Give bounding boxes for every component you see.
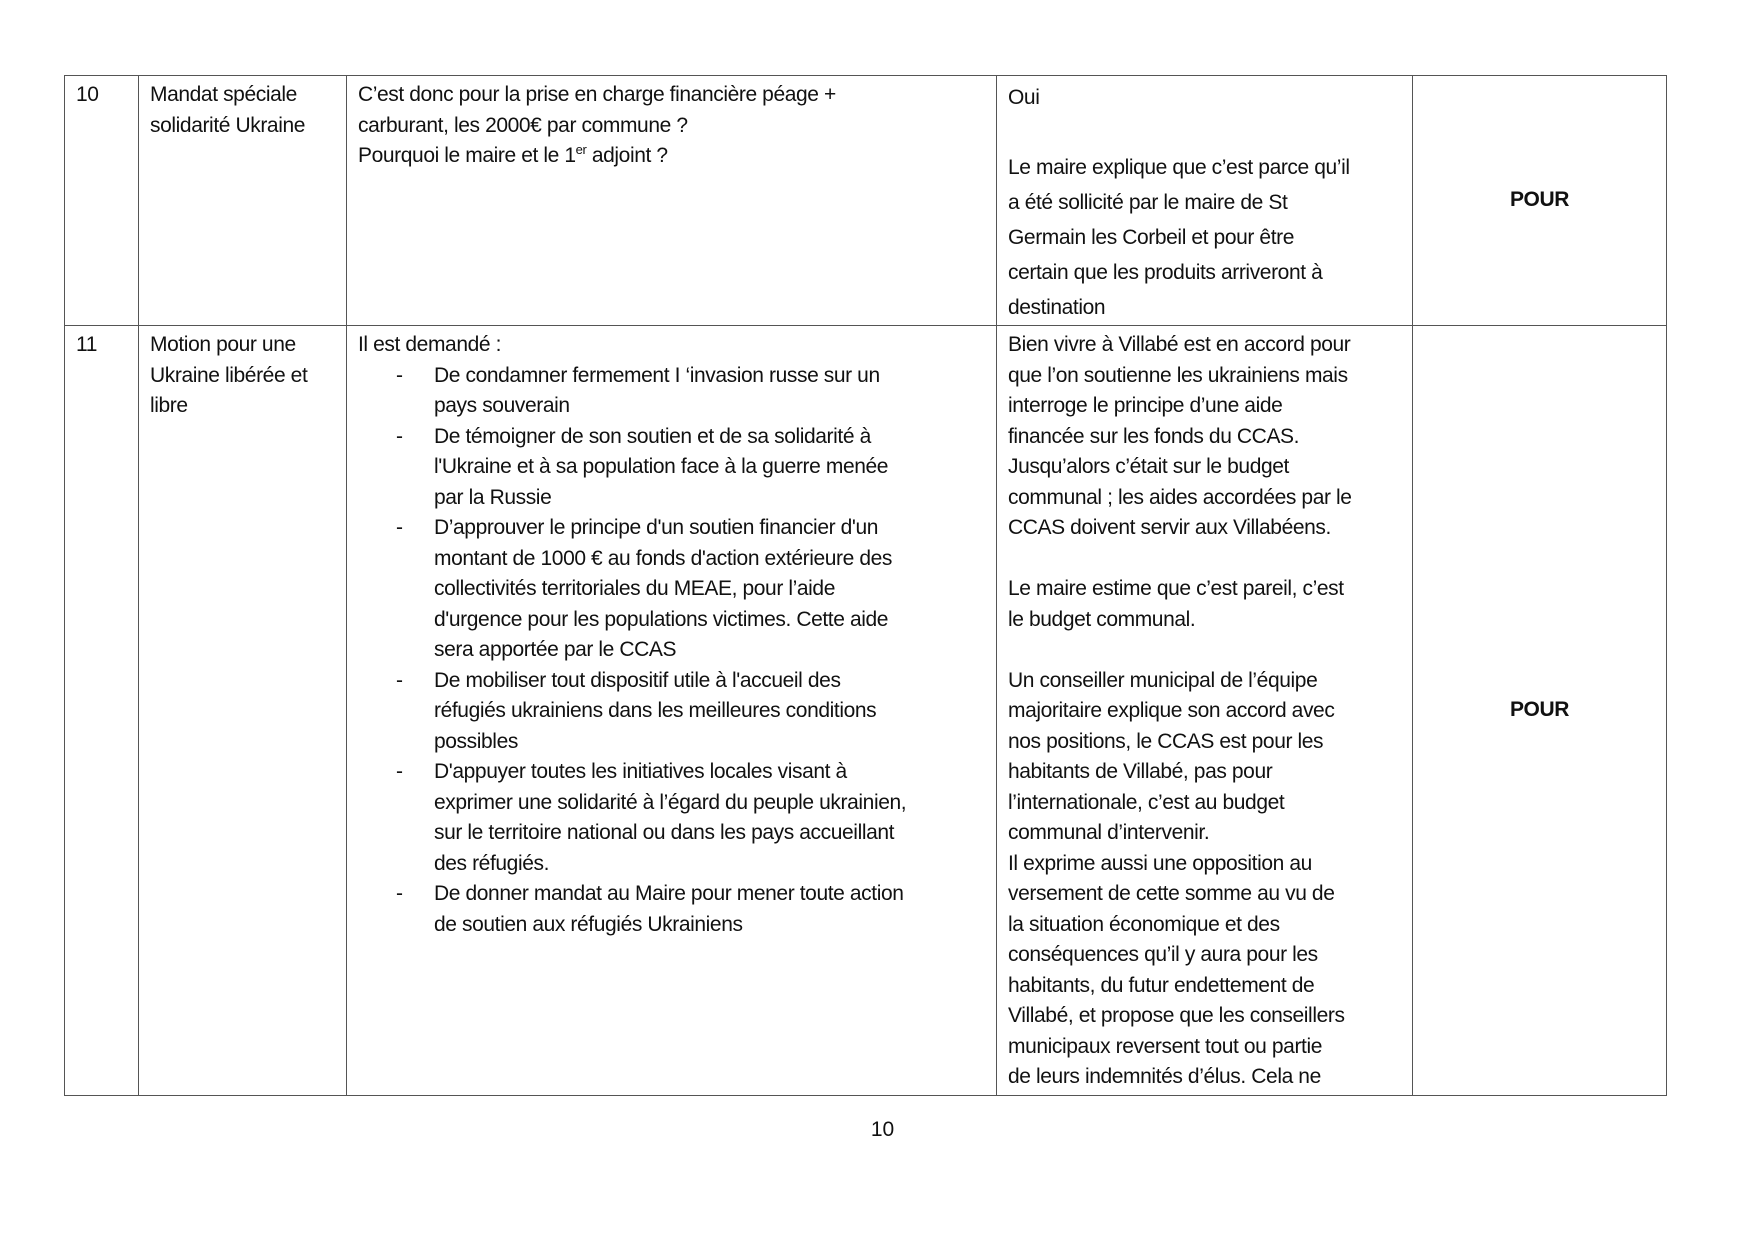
text-line: - D'appuyer toutes les initiatives locales visant à: [434, 760, 847, 783]
text-line: le budget communal.: [1008, 607, 1196, 631]
text-line: sur le territoire national ou dans les pays accueillant: [434, 821, 895, 844]
question-intro: Il est demandé :: [358, 333, 502, 356]
text-line: l'Ukraine et à sa population face à la guerre menée: [434, 455, 889, 478]
text-line: que l’on soutienne les ukrainiens mais: [1008, 363, 1348, 387]
text-line: Un conseiller municipal de l’équipe: [1008, 668, 1318, 692]
vote-label: POUR: [1509, 698, 1570, 722]
item-question: [347, 326, 997, 1096]
text-line: d'urgence pour les populations victimes. Cette aide: [434, 607, 889, 631]
text-line: Villabé, et propose que les conseillers: [1008, 1004, 1345, 1027]
text-line: - De mobiliser tout dispositif utile à l'accueil des: [434, 668, 841, 692]
text-line: conséquences qu’il y aura pour les: [1008, 943, 1318, 966]
text-line: CCAS doivent servir aux Villabéens.: [1008, 516, 1331, 539]
request-item: [358, 361, 986, 422]
text-line: habitants, du futur endettement de: [1008, 973, 1315, 997]
table-row: [65, 326, 1667, 1096]
vote-cell: [1413, 76, 1667, 326]
question-text: adjoint ?: [586, 144, 668, 167]
minutes-table: [64, 75, 1667, 1096]
text-line: montant de 1000 € au fonds d'action extérieure des: [434, 546, 893, 570]
item-subject: [139, 326, 347, 1096]
text-line: majoritaire explique son accord avec: [1008, 699, 1335, 722]
superscript: er: [575, 142, 587, 157]
request-list: [358, 361, 986, 941]
item-number-text: 11: [76, 333, 97, 356]
subject-line: Ukraine libérée et: [150, 363, 308, 387]
item-answer: [997, 76, 1413, 326]
request-item: [358, 513, 986, 666]
text-line: Germain les Corbeil et pour être: [1008, 226, 1294, 249]
text-line: collectivités territoriales du MEAE, pour l’aide: [434, 577, 835, 600]
text-line: interroge le principe d’une aide: [1008, 394, 1283, 417]
question-line: carburant, les 2000€ par commune ?: [358, 113, 688, 137]
request-item: [358, 666, 986, 758]
text-line: pays souverain: [434, 394, 570, 417]
text-line: Oui: [1008, 86, 1040, 109]
question-text: Pourquoi le maire et le 1: [358, 144, 576, 167]
text-line: sera apportée par le CCAS: [434, 638, 677, 661]
item-answer: [997, 326, 1413, 1096]
text-line: financée sur les fonds du CCAS.: [1008, 424, 1300, 448]
item-subject: [139, 76, 347, 326]
text-line: versement de cette somme au vu de: [1008, 882, 1335, 905]
table-row: [65, 76, 1667, 326]
question-line: C’est donc pour la prise en charge financière péage +: [358, 83, 836, 106]
text-line: par la Russie: [434, 485, 552, 509]
text-line: - De témoigner de son soutien et de sa solidarité à: [434, 424, 871, 448]
text-line: destination: [1008, 296, 1106, 319]
vote-label: POUR: [1509, 188, 1570, 212]
request-item: [358, 757, 986, 879]
subject-line: solidarité Ukraine: [150, 113, 306, 137]
text-line: Jusqu’alors c’était sur le budget: [1008, 455, 1289, 478]
item-question: [347, 76, 997, 326]
subject-line: Motion pour une: [150, 333, 296, 356]
request-item: [358, 879, 986, 940]
subject-line: libre: [150, 394, 188, 417]
text-line: de soutien aux réfugiés Ukrainiens: [434, 912, 743, 936]
text-line: réfugiés ukrainiens dans les meilleures conditions: [434, 699, 877, 722]
text-line: nos positions, le CCAS est pour les: [1008, 729, 1324, 753]
text-line: - De donner mandat au Maire pour mener toute action: [434, 882, 904, 905]
text-line: possibles: [434, 729, 518, 753]
vote-cell: [1413, 326, 1667, 1096]
text-line: a été sollicité par le maire de St: [1008, 191, 1288, 214]
text-line: - De condamner fermement I ‘invasion russe sur un: [434, 363, 880, 387]
request-item: [358, 422, 986, 514]
text-line: communal ; les aides accordées par le: [1008, 485, 1352, 509]
text-line: [1008, 115, 1402, 150]
question-line: [358, 141, 986, 172]
text-line: Il exprime aussi une opposition au: [1008, 851, 1312, 875]
text-line: [1008, 635, 1402, 666]
subject-line: Mandat spéciale: [150, 83, 297, 106]
text-line: certain que les produits arriveront à: [1008, 261, 1323, 284]
text-line: municipaux reversent tout ou partie: [1008, 1034, 1323, 1058]
text-line: l’internationale, c’est au budget: [1008, 790, 1285, 814]
text-line: Bien vivre à Villabé est en accord pour: [1008, 333, 1351, 356]
text-line: exprimer une solidarité à l’égard du peuple ukrainien,: [434, 790, 907, 814]
item-number-text: 10: [76, 83, 99, 106]
item-number: [65, 76, 139, 326]
text-line: de leurs indemnités d’élus. Cela ne: [1008, 1065, 1321, 1088]
text-line: la situation économique et des: [1008, 912, 1280, 936]
text-line: Le maire explique que c’est parce qu’il: [1008, 156, 1350, 179]
text-line: des réfugiés.: [434, 851, 550, 875]
text-line: Le maire estime que c’est pareil, c’est: [1008, 577, 1344, 600]
page-number: 10: [870, 1118, 895, 1141]
item-number: [65, 326, 139, 1096]
text-line: [1008, 544, 1402, 575]
text-line: communal d’intervenir.: [1008, 821, 1210, 844]
text-line: habitants de Villabé, pas pour: [1008, 760, 1273, 783]
text-line: - D’approuver le principe d'un soutien financier d'un: [434, 516, 879, 539]
